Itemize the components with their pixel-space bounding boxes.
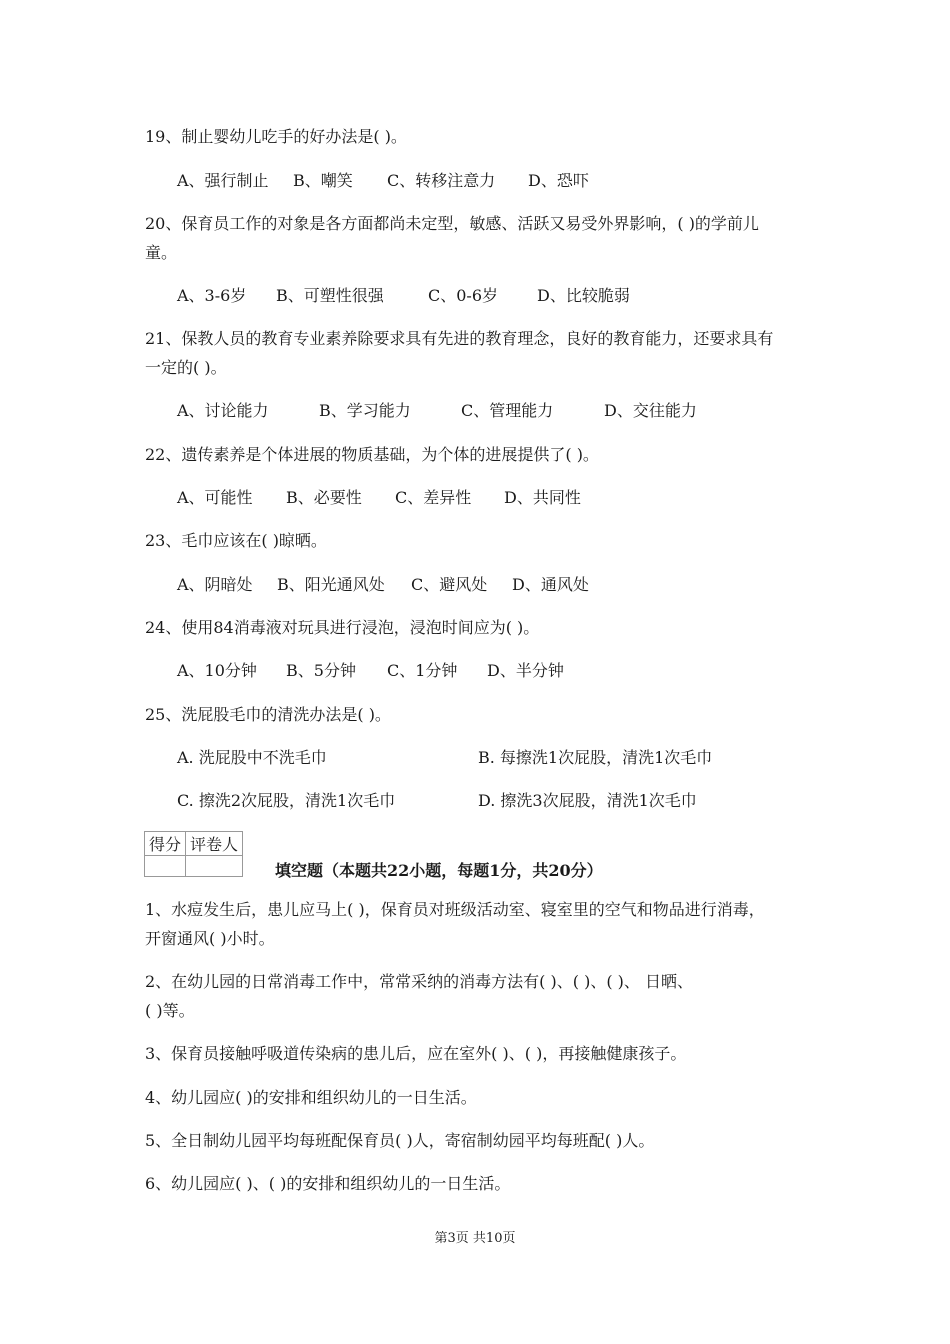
- q24-option-b: B、5分钟: [286, 661, 356, 680]
- q23-option-d: D、通风处: [512, 575, 589, 594]
- q19-option-d: D、恐吓: [528, 171, 589, 190]
- fill-4: 4、幼儿园应( )的安排和组织幼儿的一日生活。: [145, 1088, 477, 1107]
- q20-option-d: D、比较脆弱: [537, 286, 630, 305]
- score-box: [144, 831, 243, 877]
- fill-1-line2: 开窗通风( )小时。: [145, 929, 275, 948]
- q24-option-c: C、1分钟: [387, 661, 458, 680]
- score-header: 得分: [145, 832, 186, 856]
- q20-option-b: B、可塑性很强: [276, 286, 384, 305]
- fill-2-line2: ( )等。: [145, 1001, 195, 1020]
- grader-header: 评卷人: [186, 832, 243, 856]
- q19-option-b: B、嘲笑: [293, 171, 353, 190]
- fill-1-line1: 1、水痘发生后，患儿应马上( )，保育员对班级活动室、寝室里的空气和物品进行消毒，: [145, 900, 765, 919]
- question-19-stem: 19、制止婴幼儿吃手的好办法是( )。: [145, 127, 407, 146]
- q20-option-c: C、0-6岁: [428, 286, 499, 305]
- fill-6: 6、幼儿园应( )、( )的安排和组织幼儿的一日生活。: [145, 1174, 511, 1193]
- question-21-stem-line1: 21、保教人员的教育专业素养除要求具有先进的教育理念，良好的教育能力，还要求具有: [145, 329, 774, 348]
- score-cell: [145, 856, 186, 877]
- q22-option-a: A、可能性: [177, 488, 253, 507]
- section-title: 填空题（本题共22小题，每题1分，共20分）: [275, 861, 603, 880]
- q22-option-d: D、共同性: [504, 488, 581, 507]
- page-number: 第3页 共10页: [434, 1231, 516, 1246]
- q20-option-a: A、3-6岁: [177, 286, 247, 305]
- question-20-stem-line2: 童。: [145, 243, 178, 262]
- q25-option-b: B. 每擦洗1次屁股，清洗1次毛巾: [478, 748, 713, 767]
- q25-option-d: D. 擦洗3次屁股，清洗1次毛巾: [478, 791, 697, 810]
- q22-option-b: B、必要性: [286, 488, 362, 507]
- question-25-stem: 25、洗屁股毛巾的清洗办法是( )。: [145, 705, 391, 724]
- q23-option-c: C、避风处: [411, 575, 488, 594]
- q25-option-c: C. 擦洗2次屁股，清洗1次毛巾: [177, 791, 396, 810]
- q22-option-c: C、差异性: [395, 488, 472, 507]
- q21-option-c: C、管理能力: [461, 401, 554, 420]
- q24-option-d: D、半分钟: [487, 661, 564, 680]
- q21-option-b: B、学习能力: [319, 401, 411, 420]
- q19-option-a: A、强行制止: [177, 171, 269, 190]
- question-24-stem: 24、使用84消毒液对玩具进行浸泡，浸泡时间应为( )。: [145, 618, 540, 637]
- q21-option-a: A、讨论能力: [177, 401, 269, 420]
- question-23-stem: 23、毛巾应该在( )晾晒。: [145, 531, 327, 550]
- question-22-stem: 22、遗传素养是个体进展的物质基础，为个体的进展提供了( )。: [145, 445, 599, 464]
- grader-cell: [186, 856, 243, 877]
- fill-3: 3、保育员接触呼吸道传染病的患儿后，应在室外( )、( )，再接触健康孩子。: [145, 1044, 687, 1063]
- q23-option-b: B、阳光通风处: [277, 575, 385, 594]
- q23-option-a: A、阴暗处: [177, 575, 253, 594]
- question-20-stem-line1: 20、保育员工作的对象是各方面都尚未定型，敏感、活跃又易受外界影响，( )的学前儿: [145, 214, 759, 233]
- fill-2-line1: 2、在幼儿园的日常消毒工作中，常常采纳的消毒方法有( )、( )、( )、 日晒、: [145, 972, 693, 991]
- q25-option-a: A. 洗屁股中不洗毛巾: [177, 748, 327, 767]
- fill-5: 5、全日制幼儿园平均每班配保育员( )人，寄宿制幼园平均每班配( )人。: [145, 1131, 655, 1150]
- q19-option-c: C、转移注意力: [387, 171, 496, 190]
- q21-option-d: D、交往能力: [604, 401, 697, 420]
- question-21-stem-line2: 一定的( )。: [145, 358, 227, 377]
- q24-option-a: A、10分钟: [177, 661, 257, 680]
